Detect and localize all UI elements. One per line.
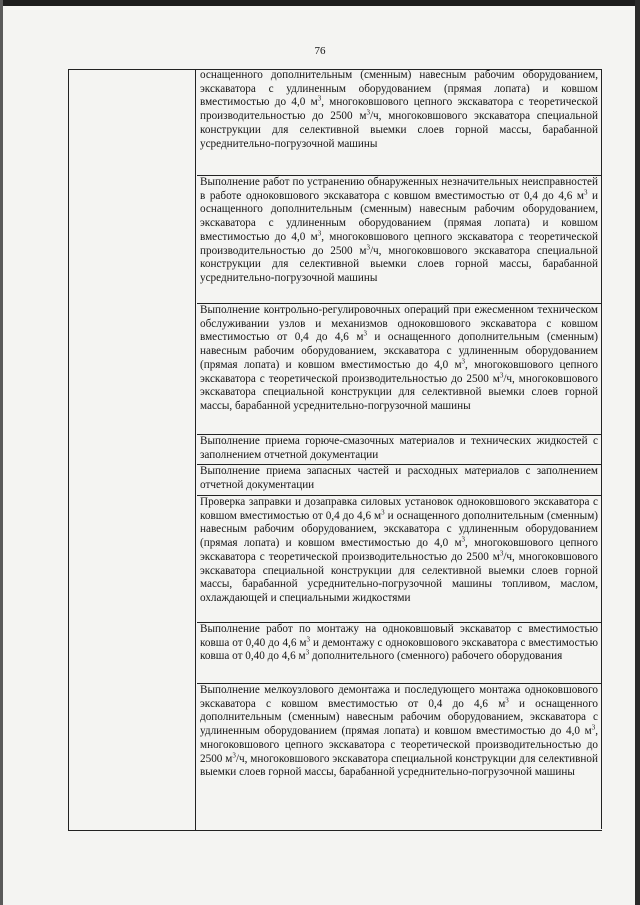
- table-row-8: [197, 684, 602, 829]
- row-text: /ч, многоковшового экскаватора специальной конструкции для селективной выемки слоев горной массы, барабанной усреднительно-погрузочной машины топливом, маслом, охлаждающей и специальными жидкостями: [200, 550, 598, 604]
- superscript-exponent: 3: [366, 242, 370, 251]
- row-text: , многоковшового цепного экскаватора с теоретической производительностью до 2500 м: [200, 537, 598, 563]
- table-column-divider: [195, 69, 196, 831]
- superscript-exponent: 3: [305, 648, 310, 657]
- table-row-6: [197, 496, 602, 623]
- row-text: Проверка заправки и дозаправка силовых установок одноковшового экскаватора с ковшом вместимостью от 0,4 до 4,6 м: [200, 496, 598, 522]
- labor-actions-column: [197, 69, 602, 829]
- row-text: /ч, многоковшового экскаватора специальной конструкции для селективной выемки слоев горной массы, барабанной усреднительно-погрузочной машины: [200, 244, 598, 284]
- row-text: и оснащенного дополнительным (сменным) навесным рабочим оборудованием, экскаватора с удлиненным оборудованием (прямая лопата) и ковшом вместимостью до 4,0 м: [200, 509, 599, 550]
- superscript-exponent: 3: [317, 94, 322, 103]
- row-text: /ч, многоковшового экскаватора специальной конструкции для селективной выемки слоев горной массы, барабанной усреднительно-погрузочной машины: [200, 110, 598, 150]
- page-number: 76: [314, 45, 326, 57]
- table-row-3: [197, 304, 602, 435]
- row-text: и оснащенного дополнительным (сменным) навесным рабочим оборудованием, экскаватора с удлиненным оборудованием (прямая лопата) и ковшом вместимостью до 4,0 м: [200, 331, 598, 371]
- scan-border-left: [0, 0, 3, 905]
- row-text: , многоковшового цепного экскаватора с теоретической производительностью до 2500 м: [200, 725, 598, 765]
- superscript-exponent: 3: [583, 187, 588, 196]
- row-text: Выполнение приема горюче-смазочных материалов и технических жидкостей с заполнением отчетной документации: [200, 435, 598, 461]
- row-text: и оснащенного дополнительным (сменным) навесным рабочим оборудованием, экскаватора с удлиненным оборудованием (прямая лопата) и ковшом вместимостью до 4,0 м: [200, 697, 598, 738]
- row-text: дополнительного (сменного) рабочего оборудования: [309, 650, 563, 663]
- superscript-exponent: 3: [366, 108, 370, 117]
- row-text: /ч, многоковшового экскаватора специальной конструкции для селективной выемки слоев горной массы, барабанной усреднительно-погрузочной машины: [200, 372, 598, 412]
- superscript-exponent: 3: [232, 750, 236, 759]
- superscript-exponent: 3: [317, 229, 322, 238]
- row-text: /ч, многоковшового экскаватора специальной конструкции для селективной выемки слоев горной массы, барабанной усреднительно-погрузочной машины: [200, 752, 598, 779]
- table-row-4: [197, 435, 602, 465]
- table-row-7: [197, 623, 602, 684]
- table-row-2: [197, 176, 602, 304]
- superscript-exponent: 3: [363, 329, 367, 338]
- superscript-exponent: 3: [505, 695, 509, 704]
- superscript-exponent: 3: [499, 370, 504, 379]
- row-text: Выполнение приема запасных частей и расходных материалов с заполнением отчетной документации: [200, 465, 598, 491]
- scan-border-top: [0, 0, 640, 6]
- row-text: Выполнение мелкоузлового демонтажа и последующего монтажа одноковшового экскаватора с ковшом вместимостью от 0,4 до 4,6 м: [200, 684, 598, 710]
- superscript-exponent: 3: [591, 723, 596, 732]
- row-text: Выполнение работ по устранению обнаруженных незначительных неисправностей в работе одноковшового экскаватора с ковшом вместимостью от 0,4 до 4,6 м: [200, 176, 598, 202]
- superscript-exponent: 3: [461, 357, 466, 366]
- row-text: и демонтажу с одноковшового экскаватора с вместимостью ковша от 0,40 до 4,6 м: [200, 636, 598, 663]
- superscript-exponent: 3: [499, 549, 504, 558]
- scan-border-right: [635, 0, 640, 905]
- table-row-1: [197, 69, 602, 176]
- superscript-exponent: 3: [461, 535, 466, 544]
- row-text: , многоковшового цепного экскаватора с теоретической производительностью до 2500 м: [200, 230, 599, 257]
- superscript-exponent: 3: [306, 634, 310, 643]
- row-text: , многоковшового цепного экскаватора с теоретической производительностью до 2500 м: [200, 358, 598, 385]
- row-text: Выполнение работ по монтажу на одноковшовый экскаватор с вместимостью ковша от 0,40 до 4,6 м: [200, 623, 598, 649]
- table-row-5: [197, 465, 602, 496]
- row-text: оснащенного дополнительным (сменным) навесным рабочим оборудованием, экскаватора с удлиненным оборудованием (прямая лопата) и ковшом вместимостью до 4,0 м: [200, 69, 598, 109]
- superscript-exponent: 3: [381, 507, 385, 516]
- row-text: Выполнение контрольно-регулировочных операций при ежесменном техническом обслуживании узлов и механизмов одноковшового экскаватора с ковшом вместимостью от 0,4 до 4,6 м: [200, 304, 598, 344]
- row-text: и оснащенного дополнительным (сменным) навесным рабочим оборудованием, экскаватора с удлиненным оборудованием (прямая лопата) и ковшом вместимостью до 4,0 м: [200, 189, 598, 243]
- row-text: , многоковшового цепного экскаватора с теоретической производительностью до 2500 м: [200, 96, 599, 123]
